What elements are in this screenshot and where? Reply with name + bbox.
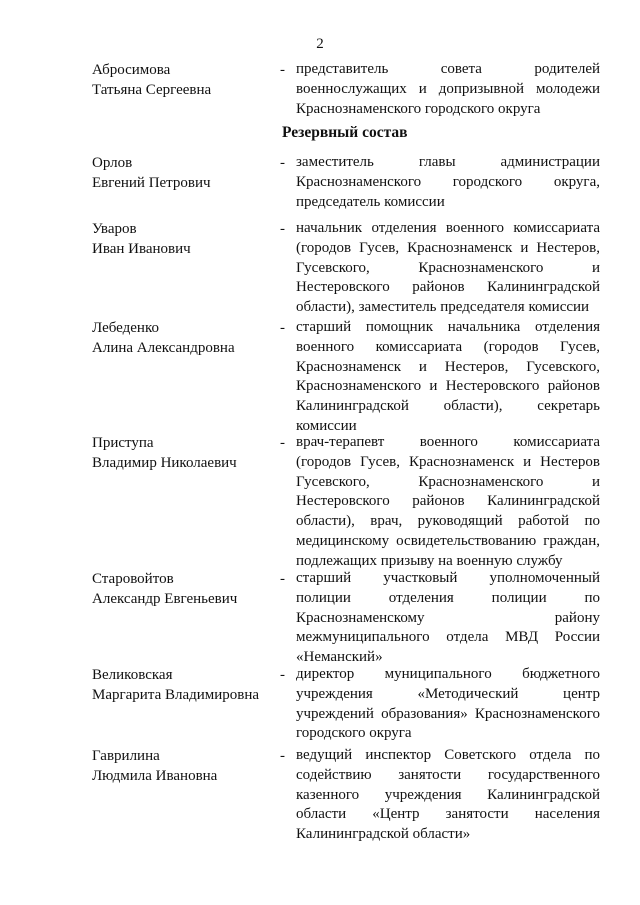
role-line: учреждения «Методический центр [296,685,600,702]
member-role [296,60,600,119]
member-role [296,569,600,668]
member-role [296,318,600,437]
member-given-names: Иван Иванович [92,241,191,257]
member-surname: Орлов [92,155,133,171]
role-line: городского округа [296,725,412,742]
role-line: области), заместитель председателя комиссии [296,299,590,316]
member-given-names: Владимир Николаевич [92,455,237,471]
role-line: Краснознаменск и Нестеров, Гусевского, [296,358,600,375]
role-line: области), врач, руководящий работой по [296,513,600,530]
role-line: Краснознаменскому району [296,609,600,626]
role-line: военного комиссариата (городов Гусев, [296,338,600,355]
role-line: межмуниципального отдела МВД России [296,629,600,646]
role-line: подлежащих призыву на военную службу [296,552,563,569]
member-surname: Старовойтов [92,571,174,587]
role-line: директор муниципального бюджетного [296,666,600,682]
member-surname: Приступа [92,435,154,451]
member-role [296,219,600,318]
member-name [92,318,277,358]
role-line: ведущий инспектор Советского отдела по [296,747,600,763]
role-line: военнослужащих и допризывной молодежи [296,80,600,97]
role-line: старший участковый уполномоченный [296,570,600,586]
member-role [296,665,600,744]
entry-dash: - [280,320,285,336]
role-line: (городов Гусев, Краснознаменск и Нестеров [296,453,600,470]
role-line: Калининградской области» [296,826,471,843]
role-line: Гусевского, Краснознаменского и [296,259,600,276]
role-line: Нестеровского районов Калининградской [296,493,600,510]
role-line: председатель комиссии [296,193,445,210]
member-given-names: Алина Александровна [92,340,235,356]
role-line: медицинскому освидетельствованию граждан, [296,532,600,549]
member-surname: Гаврилина [92,748,160,764]
member-name [92,433,277,473]
entry-dash: - [280,571,285,587]
role-line: казенного учреждения Калининградской [296,786,600,803]
entry-dash: - [280,748,285,764]
role-line: (городов Гусев, Краснознаменск и Нестеров, [296,239,600,256]
entry-dash: - [280,155,285,171]
member-surname: Уваров [92,221,137,237]
member-surname: Абросимова [92,62,171,78]
role-line: Нестеровского районов Калининградской [296,279,600,296]
entry-dash: - [280,667,285,683]
role-line: старший помощник начальника отделения [296,319,600,335]
member-name [92,153,277,193]
page-number: 2 [316,36,324,52]
role-line: начальник отделения военного комиссариата [296,220,600,236]
role-line: Калининградской области), секретарь [296,398,600,415]
entry-dash: - [280,435,285,451]
member-name [92,60,277,100]
member-name [92,219,277,259]
role-line: комиссии [296,417,357,434]
member-role [296,433,600,572]
member-role [296,746,600,845]
member-given-names: Татьяна Сергеевна [92,82,212,98]
role-line: Краснознаменского и Нестеровского районов [296,378,600,395]
section-heading: Резервный состав [282,124,408,141]
role-line: полиции отделения полиции по [296,589,600,606]
role-line: Гусевского, Краснознаменского и [296,473,600,490]
role-line: Краснознаменского городского округа [296,100,541,117]
member-role [296,153,600,212]
member-given-names: Евгений Петрович [92,175,211,191]
role-line: учреждений образования» Краснознаменского [296,705,600,722]
member-given-names: Маргарита Владимировна [92,687,260,703]
entry-dash: - [280,62,285,78]
role-line: содействию занятости государственного [296,766,600,783]
member-given-names: Людмила Ивановна [92,768,218,784]
member-surname: Лебеденко [92,320,159,336]
member-given-names: Александр Евгеньевич [92,591,238,607]
role-line: врач-терапевт военного комиссариата [296,434,600,450]
member-surname: Великовская [92,667,173,683]
role-line: области «Центр занятости населения [296,806,600,823]
entry-dash: - [280,221,285,237]
member-name [92,569,277,609]
role-line: заместитель главы администрации [296,154,600,170]
member-name [92,746,277,786]
member-name [92,665,277,705]
role-line: «Неманский» [296,649,383,666]
role-line: представитель совета родителей [296,61,600,77]
role-line: Краснознаменского городского округа, [296,173,600,190]
